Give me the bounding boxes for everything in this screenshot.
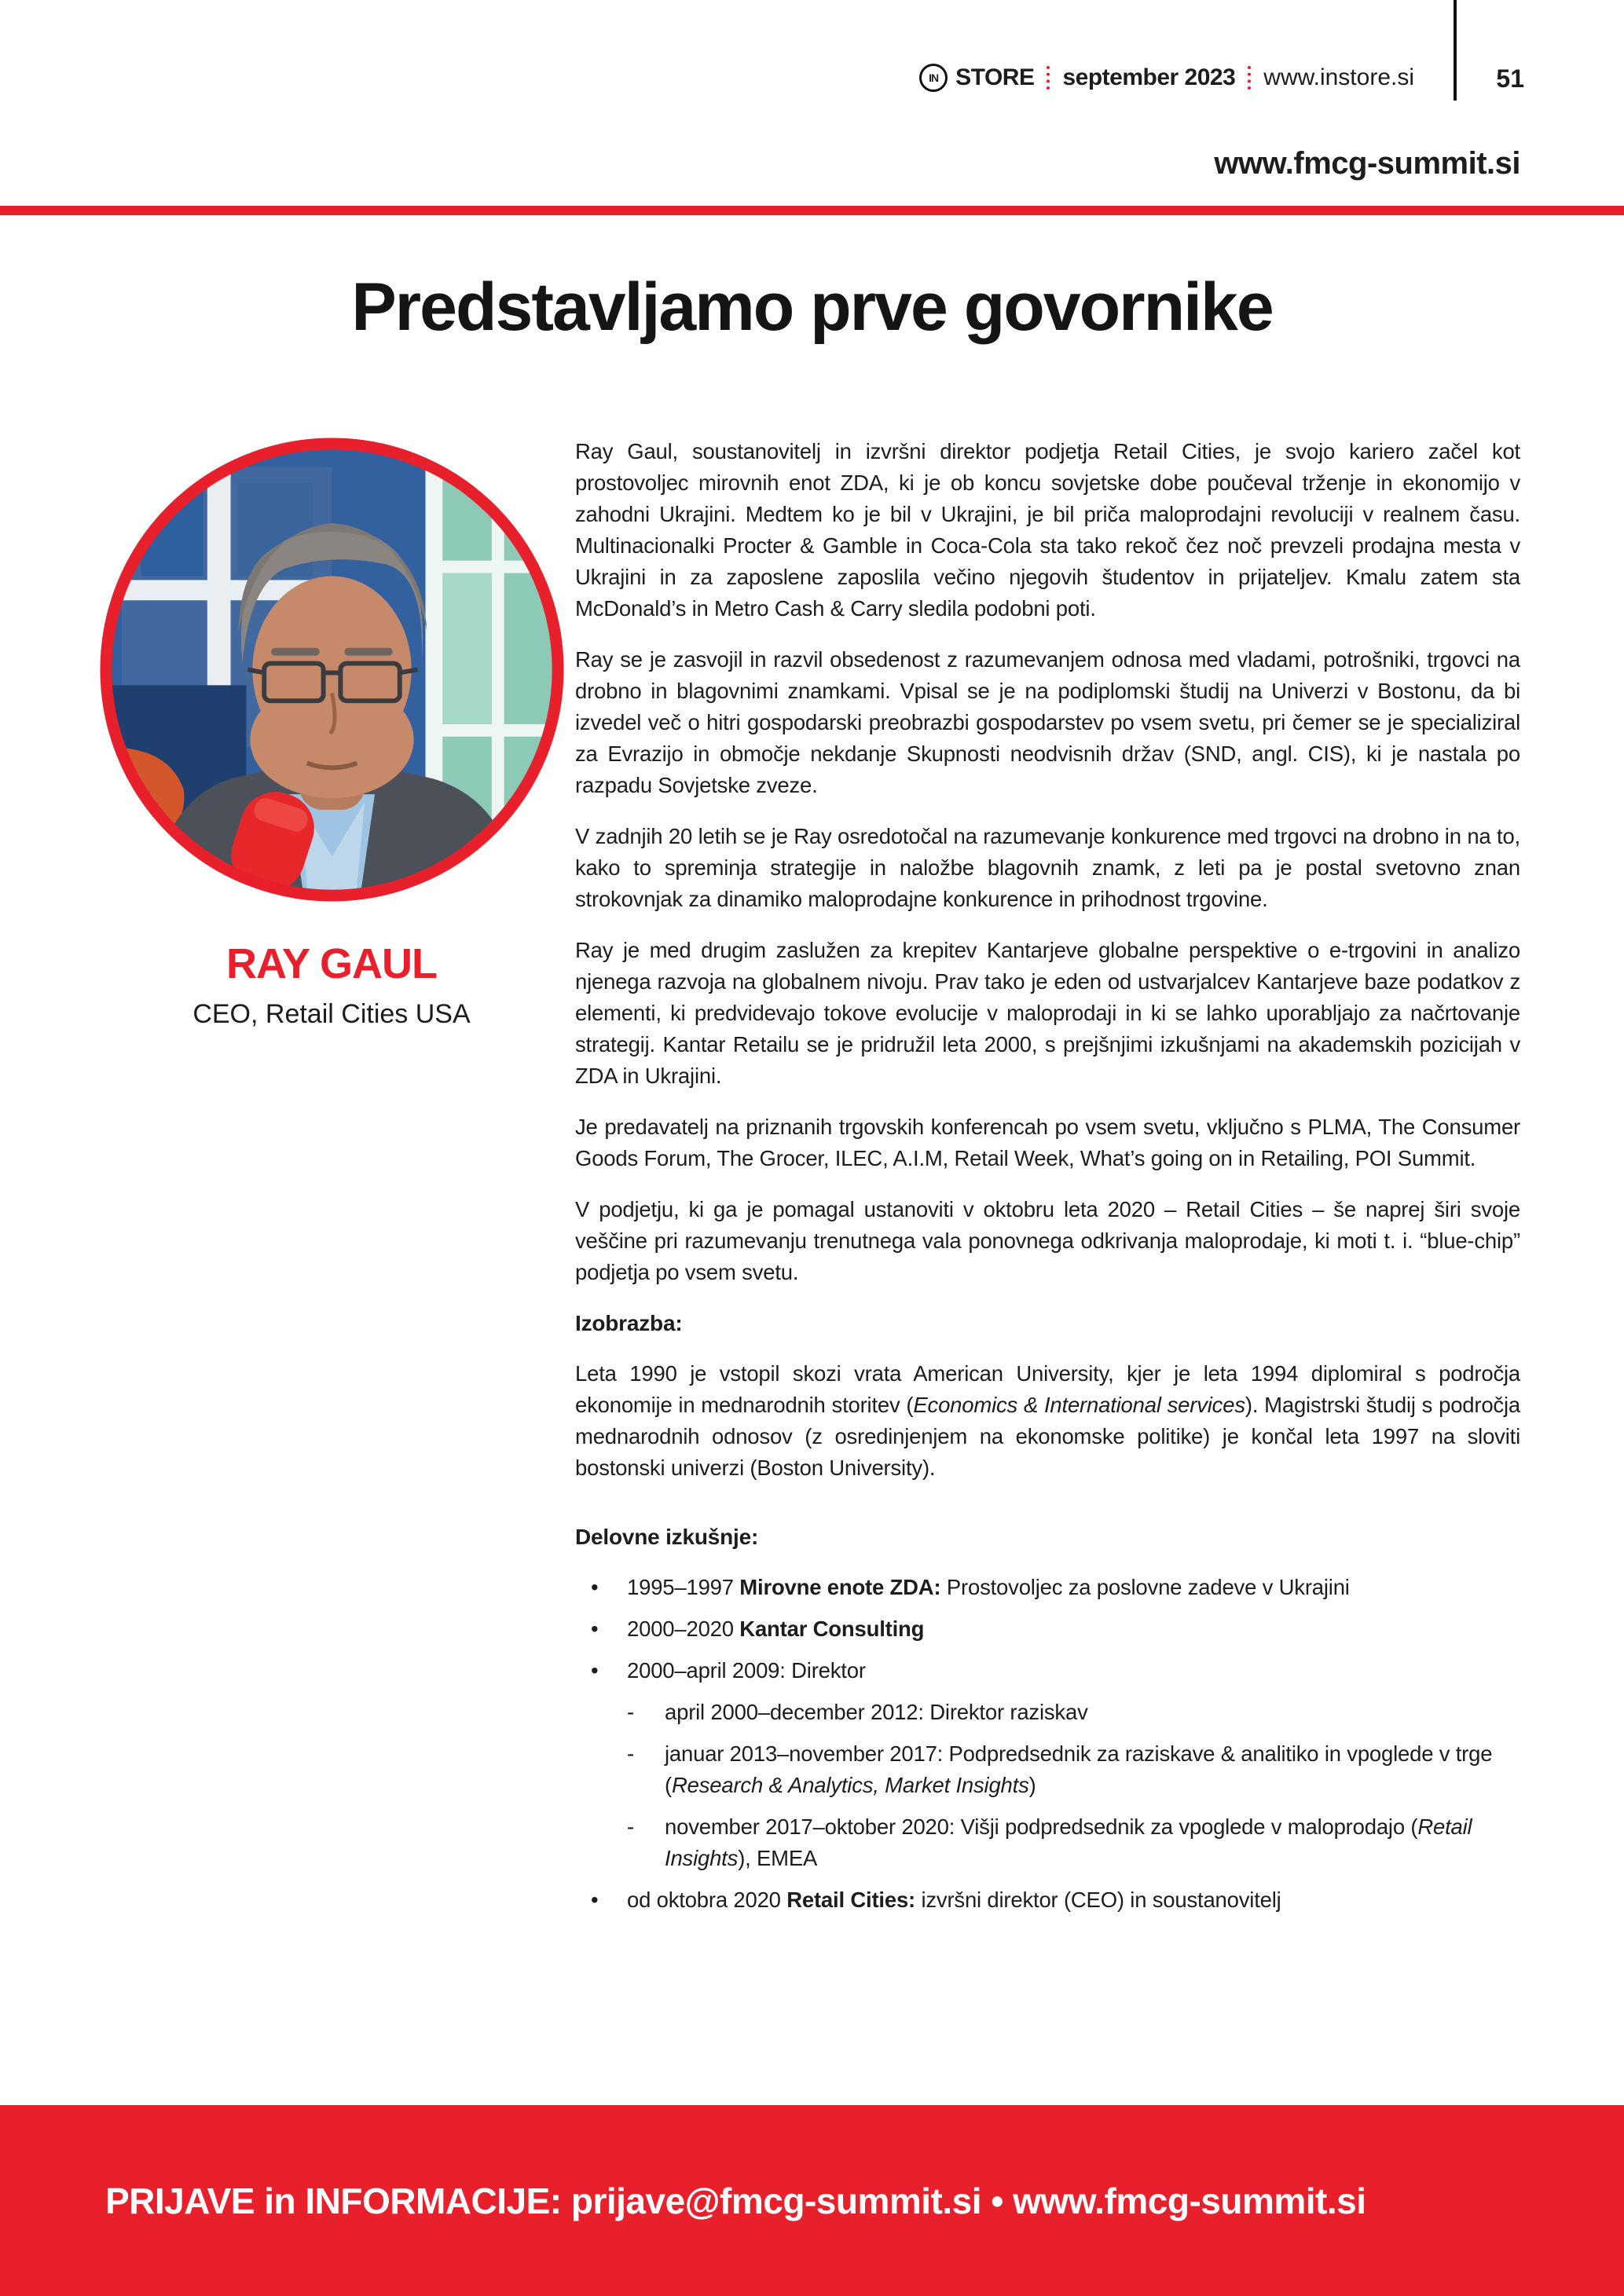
experience-item bbox=[575, 1613, 1520, 1645]
text-run: Ray je med drugim zaslužen za krepitev Kantarjeve globalne perspektive o e-trgovini in analizo njenega razvoja na globalnem nivoju. Prav tako je eden od ustvarjalcev Kantarjeve baze podatkov z elementi, ki predvidevajo tokove evolucije v maloprodaji in ki se lahko uporabljajo za načrtovanje strategij. Kantar Retailu se je pridružil leta 2000, s prejšnjimi izkušnjami na akademskih pozicijah v ZDA in Ukrajini. bbox=[575, 938, 1520, 1088]
experience-text bbox=[627, 1617, 924, 1641]
text-run: Research & Analytics, Market Insights bbox=[671, 1773, 1029, 1797]
dotted-separator-icon bbox=[1047, 66, 1050, 90]
text-run: Retail Cities: bbox=[786, 1888, 915, 1912]
text-run: V zadnjih 20 letih se je Ray osredotočal na razumevanje konkurence med trgovci na drobno in na to, kako to spreminja strategije in naložbe blagovnih znamk, z leti pa je postal svetovno znan strokovnjak za dinamiko maloprodajne konkurence in prihodnost trgovine. bbox=[575, 824, 1520, 911]
text-run: Mirovne enote ZDA: bbox=[739, 1575, 941, 1599]
experience-subitem bbox=[575, 1738, 1520, 1801]
summit-url: www.fmcg-summit.si bbox=[1214, 146, 1520, 181]
bullet-icon: • bbox=[591, 1617, 599, 1641]
speaker-name: RAY GAUL bbox=[225, 940, 438, 987]
text-run: 1995–1997 bbox=[627, 1575, 740, 1599]
paragraph bbox=[575, 935, 1520, 1092]
experience-text bbox=[665, 1741, 1492, 1797]
text-run: Prostovoljec za poslovne zadeve v Ukrajini bbox=[940, 1575, 1350, 1599]
text-run: od oktobra 2020 bbox=[627, 1888, 787, 1912]
experience-text bbox=[665, 1700, 1088, 1724]
paragraph bbox=[575, 821, 1520, 915]
experience-text bbox=[627, 1658, 866, 1683]
text-run: Leta 1990 je vstopil skozi vrata American University, kjer je leta 1994 diplomiral s področja ekonomije in mednarodnih storitev ( bbox=[575, 1361, 1520, 1417]
text-run: 2000–2020 bbox=[627, 1617, 740, 1641]
experience-item bbox=[575, 1572, 1520, 1603]
text-run: Ray se je zasvojil in razvil obsedenost z razumevanjem odnosa med vladami, potrošniki, trgovci na drobno in blagovnimi znamkami. Vpisal se je na podiplomski študij na Univerzi v Bostonu, da bi izvedel več o hitri gospodarski preobrazbi gospodarstev po vsem svetu, pri čemer se je specializiral za Evrazijo in območje nekdanje Skupnosti neodvisnih držav (SND, angl. CIS), ki je nastala po razpadu Sovjetske zveze. bbox=[575, 647, 1520, 797]
experience-item bbox=[575, 1884, 1520, 1916]
text-run: Ray Gaul, soustanovitelj in izvršni direktor podjetja Retail Cities, je svojo kariero začel kot prostovoljec mirovnih enot ZDA, ki je ob koncu sovjetske dobe poučeval trženje in ekonomijo v zahodni Ukrajini. Medtem ko je bil v Ukrajini, je bil priča maloprodajni revoluciji v realnem času. Multinacionalki Procter & Gamble in Coca-Cola sta tako rekoč čez noč prevzeli prodajna mesta v Ukrajini in za zaposlene zaposlila večino njegovih študentov in prijateljev. Kmalu zatem sta McDonald’s in Metro Cash & Carry sledila podobni poti. bbox=[575, 439, 1520, 621]
text-run: ), EMEA bbox=[738, 1846, 818, 1870]
speaker-photo bbox=[98, 436, 566, 903]
text-run: januar 2013–november 2017: Podpredsednik za raziskave & analitiko in vpoglede v trge ( bbox=[665, 1741, 1493, 1797]
instore-logo bbox=[919, 63, 1034, 93]
masthead-divider bbox=[1454, 0, 1457, 101]
experience-heading: Delovne izkušnje: bbox=[575, 1525, 759, 1549]
speaker-role: CEO, Retail Cities USA bbox=[192, 999, 471, 1029]
text-run: november 2017–oktober 2020: Višji podpredsednik za vpoglede v maloprodajo ( bbox=[665, 1814, 1418, 1839]
text-run: Economics & International services bbox=[913, 1393, 1245, 1417]
text-run: V podjetju, ki ga je pomagal ustanoviti v oktobru leta 2020 – Retail Cities – še naprej širi svoje veščine pri razumevanju trenutnega vala ponovnega odkrivanja maloprodaje, ki moti t. i. “blue-chip” podjetja po vsem svetu. bbox=[575, 1197, 1520, 1284]
text-run: Retail Insights bbox=[665, 1814, 1472, 1870]
issue-date: september 2023 bbox=[1062, 64, 1236, 90]
instore-logo-icon: IN bbox=[919, 64, 948, 92]
paragraph bbox=[575, 1194, 1520, 1288]
text-run: Kantar Consulting bbox=[739, 1617, 925, 1641]
text-run: ). Magistrski študij s področja mednarodnih odnosov (z osredinjenjem na ekonomske politike) je končal leta 1997 na sloviti bostonski univerzi (Boston University). bbox=[575, 1393, 1520, 1480]
text-run: 2000–april 2009: Direktor bbox=[627, 1658, 866, 1683]
experience-subitem bbox=[575, 1697, 1520, 1728]
article bbox=[575, 436, 1520, 1926]
masthead bbox=[919, 63, 1414, 93]
dotted-separator-icon bbox=[1248, 66, 1251, 90]
article-paragraphs bbox=[575, 436, 1520, 1288]
experience-text bbox=[627, 1888, 1281, 1912]
experience-text bbox=[665, 1814, 1472, 1870]
paragraph bbox=[575, 644, 1520, 801]
text-run: izvršni direktor (CEO) in soustanovitelj bbox=[915, 1888, 1281, 1912]
footer-contact-text: PRIJAVE in INFORMACIJE: prijave@fmcg-summit.si • www.fmcg-summit.si bbox=[105, 2180, 1366, 2221]
page-number: 51 bbox=[1496, 64, 1524, 93]
magazine-url: www.instore.si bbox=[1263, 64, 1414, 90]
paragraph bbox=[575, 436, 1520, 624]
experience-text bbox=[627, 1575, 1350, 1599]
education-heading: Izobrazba: bbox=[575, 1311, 683, 1335]
dash-icon: - bbox=[627, 1700, 634, 1724]
dash-icon: - bbox=[627, 1741, 634, 1766]
experience-list bbox=[575, 1572, 1520, 1916]
bullet-icon: • bbox=[591, 1658, 599, 1683]
text-run: ) bbox=[1028, 1773, 1036, 1797]
speaker-profile bbox=[88, 436, 575, 1926]
education-paragraph bbox=[575, 1358, 1520, 1484]
experience-item bbox=[575, 1655, 1520, 1686]
main-content bbox=[0, 436, 1624, 1926]
text-run: april 2000–december 2012: Direktor raziskav bbox=[665, 1700, 1088, 1724]
page-title: Predstavljamo prve govornike bbox=[351, 269, 1273, 345]
speaker-photo-illustration bbox=[98, 436, 566, 903]
bullet-icon: • bbox=[591, 1575, 599, 1599]
instore-logo-word: STORE bbox=[955, 64, 1035, 90]
text-run: Je predavatelj na priznanih trgovskih konferencah po vsem svetu, vključno s PLMA, The Consumer Goods Forum, The Grocer, ILEC, A.I.M, Retail Week, What’s going on in Retailing, POI Summit. bbox=[575, 1115, 1520, 1170]
red-divider-rule bbox=[0, 206, 1624, 215]
experience-subitem bbox=[575, 1811, 1520, 1874]
bullet-icon: • bbox=[591, 1888, 599, 1912]
footer-banner bbox=[0, 2105, 1624, 2296]
paragraph bbox=[575, 1111, 1520, 1174]
dash-icon: - bbox=[627, 1814, 634, 1839]
